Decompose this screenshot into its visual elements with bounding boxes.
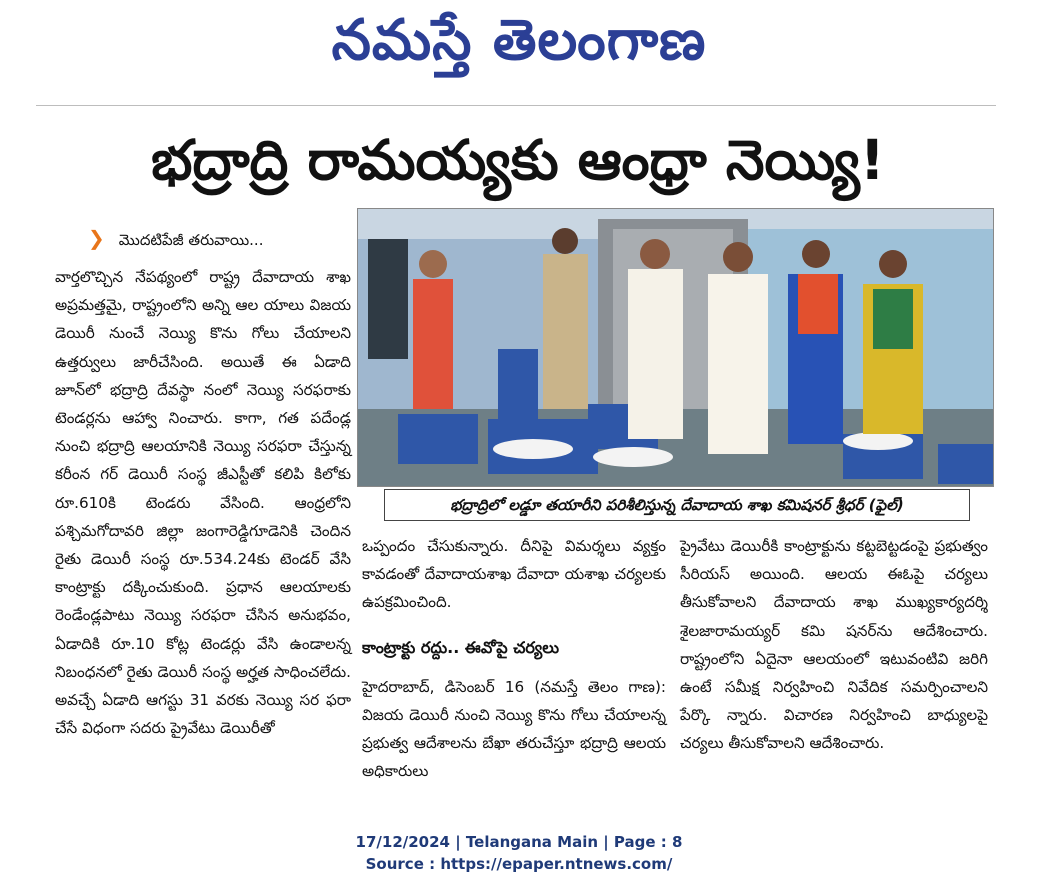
article-column-1	[55, 263, 351, 742]
column-1-text: వార్తలొచ్చిన నేపథ్యంలో రాష్ట్ర దేవాదాయ శాఖ అప్రమత్తమై, రాష్ట్రంలోని అన్ని ఆల యాలు విజయ డెయిరీ నుంచే నెయ్యి కొను గోలు చేయాలని ఉత్తర్వులు జారీచేసింది. అయితే ఈ ఏడాది జూన్‌లో భద్రాద్రి దేవస్థా నంలో నెయ్యి సరఫరాకు టెండర్లను ఆహ్వా నించారు. కాగా, గత పదేండ్ల నుంచి భద్రాద్రి ఆలయానికి నెయ్యి సరఫరా చేస్తున్న కరీంన గర్ డెయిరీ సంస్థ జీఎస్టీతో కలిపి కిలోకు రూ.610కి టెండరు వేసింది. ఆంధ్రలోని పశ్చిమగోదావరి జిల్లా జంగారెడ్డిగూడెనికి చెందిన రైతు డెయిరీ సంస్థ రూ.534.24కు టెండర్ వేసి కాంట్రాక్టు దక్కించుకుంది. ప్రధాన ఆలయాలకు రెండేండ్లపాటు నెయ్యి సరఫరా చేసిన అనుభవం, ఏడాదికి రూ.10 కోట్ల టెండర్లు వేసి ఉండాలన్న నిబంధనలో రైతు డెయిరీ సంస్థ అర్హత సాధించలేదు. అవచ్చే ఏడాది ఆగస్టు 31 వరకు నెయ్యి సర ఫరా చేసే విధంగా సదరు ప్రైవేటు డెయిరీతో	[55, 268, 351, 738]
article-column-3	[680, 532, 988, 758]
photo-caption: భద్రాద్రిలో లడ్డూ తయారీని పరిశీలిస్తున్న దేవాదాయ శాఖ కమిషనర్ శ్రీధర్ (ఫైల్)	[384, 489, 970, 521]
article-column-2	[362, 532, 666, 785]
article-headline: భద్రాద్రి రామయ్యకు ఆంధ్రా నెయ్యి!	[151, 128, 885, 192]
temple-kitchen-photo	[358, 209, 993, 486]
continuation-text: మొదటిపేజీ తరువాయి...	[118, 231, 264, 249]
edition-info: 17/12/2024 | Telangana Main | Page : 8	[355, 833, 683, 851]
source-url: Source : https://epaper.ntnews.com/	[365, 855, 673, 873]
column-3-text: ప్రైవేటు డెయిరీకి కాంట్రాక్టును కట్టబెట్టడంపై ప్రభుత్వం సీరియస్ అయింది. ఆలయ ఈఓపై చర్యలు తీసుకోవాలని దేవాదాయ శాఖ ముఖ్యకార్యదర్శి శైలజారామయ్యర్ కమి షనర్‌ను ఆదేశించారు. రాష్ట్రంలోని ఏదైనా ఆలయంలో ఇటువంటివి జరిగి ఉంటే సమీక్ష నిర్వహించి నివేదిక సమర్పించాలని పేర్కొ న్నారు. విచారణ నిర్వహించి బాధ్యులపై చర్యలు తీసుకోవాలని ఆదేశించారు.	[680, 537, 988, 753]
chevron-right-icon: ❯	[88, 226, 105, 250]
column-2-body: హైదరాబాద్, డిసెంబర్ 16 (నమస్తే తెలం గాణ): విజయ డెయిరీ నుంచి నెయ్యి కొను గోలు చేయాలన్న ప్రభుత్వ ఆదేశాలను బేఖా తరుచేస్తూ భద్రాద్రి ఆలయ అధికారులు	[362, 677, 666, 781]
column-2-intro: ఒప్పందం చేసుకున్నారు. దీనిపై విమర్శలు వ్యక్తం కావడంతో దేవాదాయశాఖ దేవాదా యశాఖ చర్యలకు ఉపక్రమించింది.	[362, 537, 666, 612]
article-photo	[357, 208, 994, 487]
newspaper-masthead: నమస్తే తెలంగాణ	[331, 7, 707, 73]
article-subheading: కాంట్రాక్టు రద్దు.. ఈవోపై చర్యలు	[362, 637, 560, 657]
masthead-divider	[36, 105, 996, 106]
continuation-label	[88, 226, 263, 252]
